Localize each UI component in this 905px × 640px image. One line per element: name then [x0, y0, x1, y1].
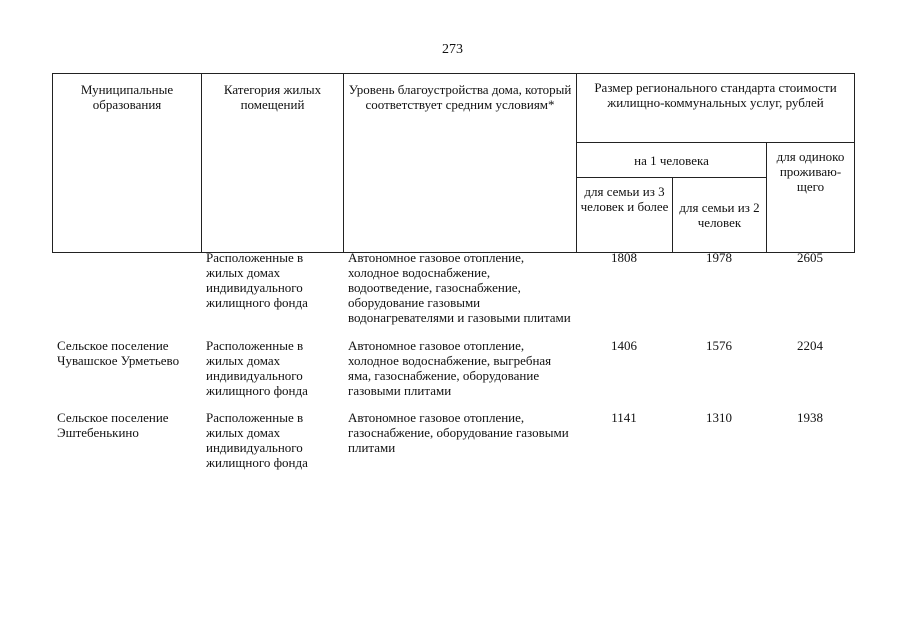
header-category: Категория жилых помещений — [202, 74, 344, 253]
table-row — [52, 250, 854, 325]
table-body — [52, 246, 854, 470]
cell-level: Автономное газовое отопление, газоснабжение, оборудование газовыми плитами — [348, 410, 569, 455]
cell-family2: 1310 — [706, 410, 732, 425]
table-row — [52, 338, 854, 398]
cell-family3: 1808 — [611, 250, 637, 265]
cell-family2: 1576 — [706, 338, 732, 353]
header-single: для одиноко проживаю-щего — [767, 143, 855, 253]
cell-category: Расположенные в жилых домах индивидуального жилищного фонда — [206, 338, 308, 398]
header-family2: для семьи из 2 человек — [673, 178, 767, 253]
cell-category: Расположенные в жилых домах индивидуального жилищного фонда — [206, 250, 308, 310]
cell-family3: 1141 — [611, 410, 637, 425]
cell-family2: 1978 — [706, 250, 732, 265]
header-level: Уровень благоустройства дома, который соответствует средним условиям* — [344, 74, 577, 253]
table-row — [52, 410, 854, 470]
header-family3: для семьи из 3 человек и более — [577, 178, 673, 253]
cell-family3: 1406 — [611, 338, 637, 353]
cell-level: Автономное газовое отопление, холодное водоснабжение, выгребная яма, газоснабжение, оборудование газовыми плитами — [348, 338, 552, 398]
cell-single: 1938 — [797, 410, 823, 425]
header-standard: Размер регионального стандарта стоимости жилищно-коммунальных услуг, рублей — [577, 74, 855, 143]
cell-single: 2204 — [797, 338, 823, 353]
page-number: 273 — [442, 42, 463, 57]
table-header — [52, 73, 855, 253]
cell-municipality: Сельское поселение Чувашское Урметьево — [57, 338, 180, 368]
header-municipality: Муниципальные образования — [53, 74, 202, 253]
cell-municipality: Сельское поселение Эштебенькино — [57, 410, 169, 440]
cell-category: Расположенные в жилых домах индивидуального жилищного фонда — [206, 410, 308, 470]
header-per-person: на 1 человека — [577, 143, 767, 178]
cell-single: 2605 — [797, 250, 823, 265]
cell-level: Автономное газовое отопление, холодное водоснабжение, водоотведение, газоснабжение, оборудование газовыми водонагревателями и газовыми плитами — [348, 250, 571, 325]
